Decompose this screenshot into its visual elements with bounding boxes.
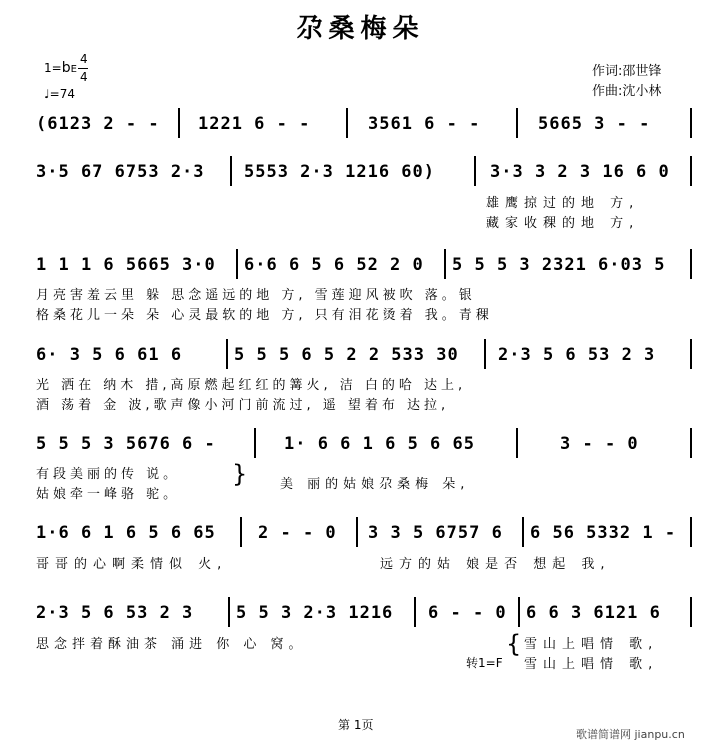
- time-signature-bottom: 4: [80, 70, 88, 84]
- lyric-verse-2: 姑娘牵一峰骆 驼。: [36, 487, 181, 502]
- lyric-verse-1: 哥哥的心啊柔情似 火,: [36, 557, 228, 572]
- measure: 6 56 5332 1 -: [530, 523, 677, 543]
- bar-line: [484, 339, 486, 369]
- measure: 3·3 3 2 3 16 6 0: [490, 162, 670, 182]
- bar-line: [690, 428, 692, 458]
- time-signature-top: 4: [80, 52, 88, 66]
- lyric-verse-2: 格桑花儿一朵 朵 心灵最软的地 方, 只有泪花烫着 我。青稞: [36, 308, 493, 323]
- key-letter: E: [70, 64, 77, 75]
- bar-line: [226, 339, 228, 369]
- lyric-verse-1: 有段美丽的传 说。: [36, 467, 181, 482]
- measure: 6· 3 5 6 61 6: [36, 345, 183, 365]
- chorus-lyric: 美 丽的姑娘尕桑梅 朵,: [280, 477, 470, 492]
- lyric-verse-3: 雪山上唱情 歌,: [524, 657, 659, 672]
- bar-line: [690, 517, 692, 547]
- bar-line: [690, 597, 692, 627]
- measure: 1·6 6 1 6 5 6 65: [36, 523, 216, 543]
- tempo-mark: [44, 87, 75, 101]
- measure: 5 5 5 6 5 2 2 533 30: [234, 345, 459, 365]
- measure: 6 6 3 6121 6: [526, 603, 661, 623]
- key-prefix: 1=: [44, 61, 62, 75]
- lyric-verse-1: 雄鹰掠过的地 方,: [486, 196, 640, 211]
- quarter-note-icon: ♩: [44, 87, 50, 101]
- measure: 3 3 5 6757 6: [368, 523, 503, 543]
- time-signature-line: [78, 68, 88, 69]
- brace-icon: }: [232, 460, 248, 488]
- measure: 5553 2·3 1216 60): [244, 162, 435, 182]
- bar-line: [228, 597, 230, 627]
- key-flat: b: [61, 60, 71, 76]
- bar-line: [254, 428, 256, 458]
- measure: 2·3 5 6 53 2 3: [36, 603, 194, 623]
- brace-icon: {: [506, 630, 522, 658]
- measure: 1 1 1 6 5665 3·0: [36, 255, 216, 275]
- bar-line: [230, 156, 232, 186]
- bar-line: [522, 517, 524, 547]
- bar-line: [516, 428, 518, 458]
- lyric-verse-2: 藏家收稞的地 方,: [486, 216, 640, 231]
- bar-line: [690, 249, 692, 279]
- lyric-verse-1: 光 洒在 纳木 措,高原燃起红红的篝火, 洁 白的哈 达上,: [36, 378, 467, 393]
- bar-line: [240, 517, 242, 547]
- key-signature: [44, 60, 77, 76]
- bar-line: [236, 249, 238, 279]
- measure: 2 - - 0: [258, 523, 337, 543]
- lyric-verse-1-cont: 远方的姑 娘是否 想起 我,: [380, 557, 611, 572]
- measure: 5 5 3 2·3 1216: [236, 603, 394, 623]
- song-title: 尕桑梅朵: [296, 14, 425, 44]
- bar-line: [516, 108, 518, 138]
- bar-line: [346, 108, 348, 138]
- tempo-value: =74: [49, 87, 75, 101]
- measure: 1· 6 6 1 6 5 6 65: [284, 434, 475, 454]
- lyric-verse-2: 雪山上唱情 歌,: [524, 637, 659, 652]
- measure: 1221 6 - -: [198, 114, 311, 134]
- bar-line: [356, 517, 358, 547]
- bar-line: [414, 597, 416, 627]
- modulation-mark: 转1=F: [466, 656, 503, 670]
- lyricist-credit: 作词:邵世锋: [592, 64, 662, 79]
- bar-line: [474, 156, 476, 186]
- composer-credit: 作曲:沈小林: [592, 84, 662, 99]
- lyric-verse-1: 思念拌着酥油茶 涌进 你 心 窝。: [36, 637, 307, 652]
- bar-line: [690, 339, 692, 369]
- lyric-verse-1: 月亮害羞云里 躲 思念遥远的地 方, 雪莲迎风被吹 落。银: [36, 288, 476, 303]
- measure: 5 5 5 3 5676 6 -: [36, 434, 216, 454]
- bar-line: [178, 108, 180, 138]
- bar-line: [444, 249, 446, 279]
- bar-line: [690, 108, 692, 138]
- watermark: 歌谱简谱网 jianpu.cn: [576, 728, 685, 741]
- measure: 3561 6 - -: [368, 114, 481, 134]
- measure: 6·6 6 5 6 52 2 0: [244, 255, 424, 275]
- page-number: 第 1页: [338, 718, 374, 732]
- measure: 5 5 5 3 2321 6·03 5: [452, 255, 666, 275]
- measure: 6 - - 0: [428, 603, 507, 623]
- measure: 3 - - 0: [560, 434, 639, 454]
- bar-line: [690, 156, 692, 186]
- measure: 5665 3 - -: [538, 114, 651, 134]
- measure: 3·5 67 6753 2·3: [36, 162, 205, 182]
- measure: (6123 2 - -: [36, 114, 160, 134]
- measure: 2·3 5 6 53 2 3: [498, 345, 656, 365]
- lyric-verse-2: 酒 荡着 金 波,歌声像小河门前流过, 遥 望着布 达拉,: [36, 398, 450, 413]
- bar-line: [518, 597, 520, 627]
